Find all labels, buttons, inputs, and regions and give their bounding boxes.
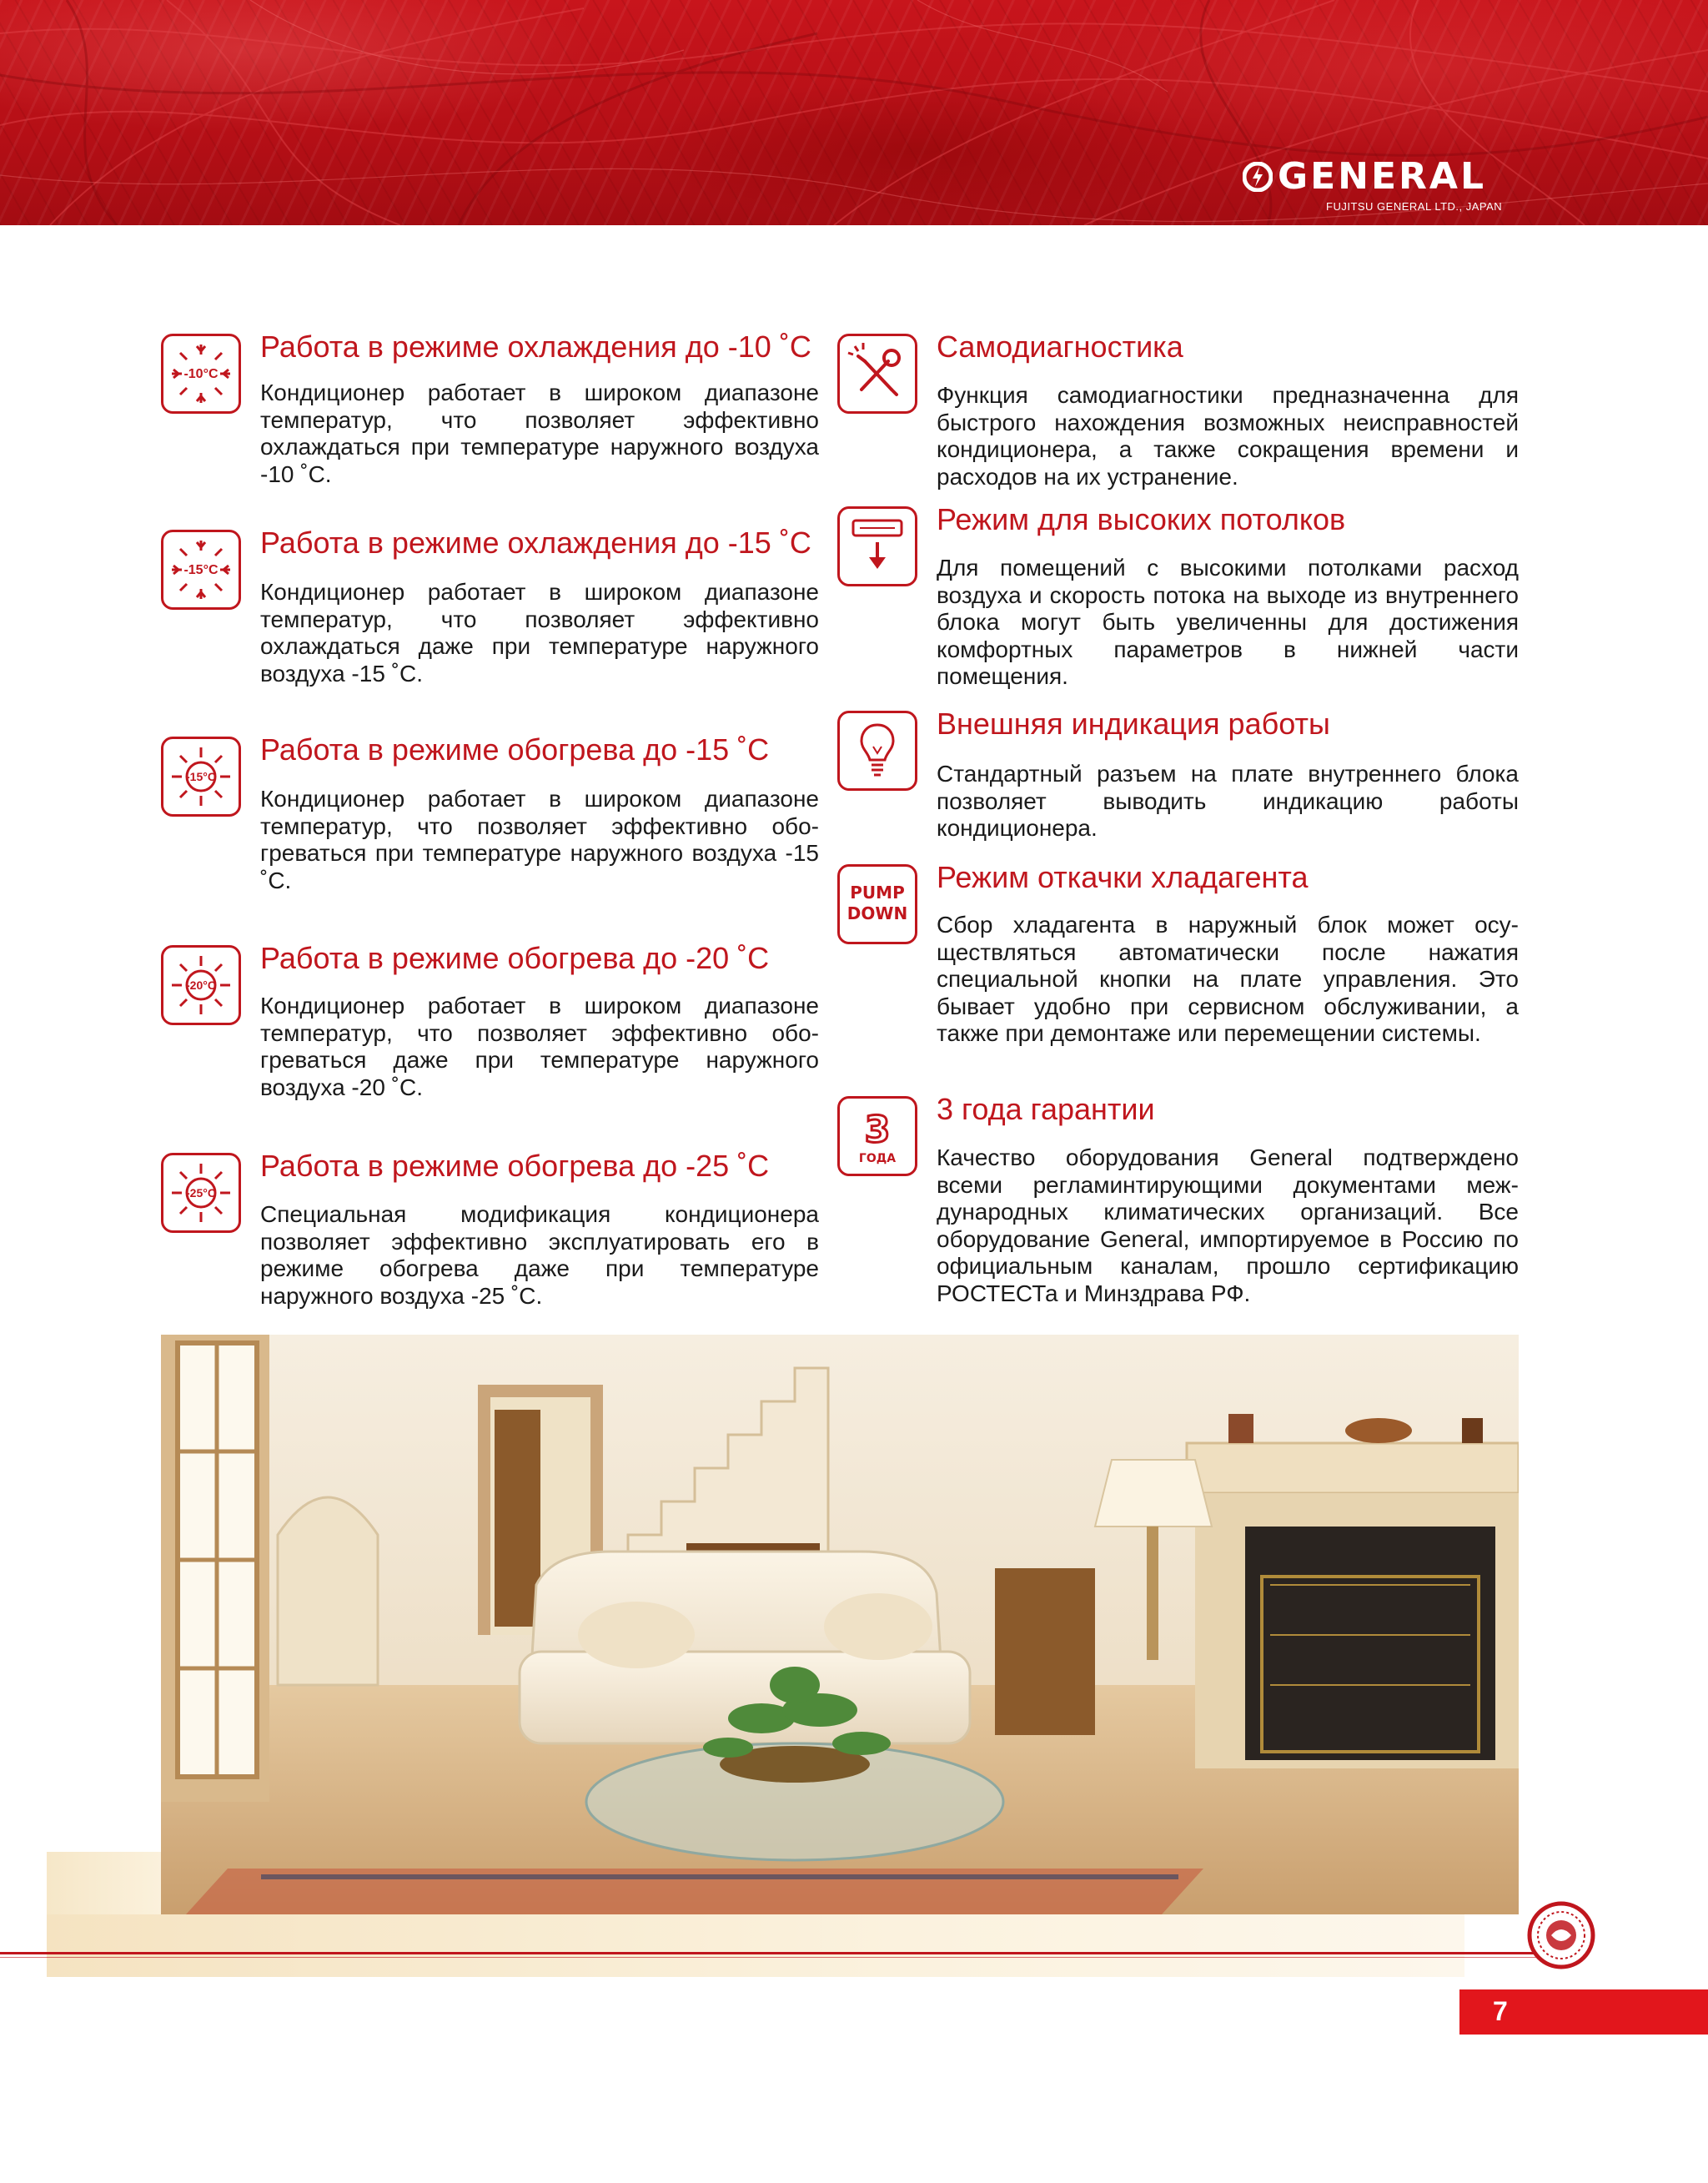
general-logo [1243, 155, 1518, 217]
item-text-self-diagnostics: Функция самодиагностики предназначенна для быстрого нахождения возможных неисправностей кондиционера, а также сокращения времени и расходов на их устранение. [937, 382, 1519, 490]
sun-minus-25-icon [161, 1153, 241, 1233]
general-logo-icon [1243, 162, 1273, 192]
item-text-warranty: Качество оборудования General подтверждено всеми регламинтирующими документами международных климатических организаций. Все оборудование General, импортируемое в Россию по официальным каналам, прошло сертификацию РОСТЕСТа и Минздрава РФ. [937, 1144, 1519, 1306]
item-text-high-ceilings: Для помещений с высокими потолками расход воздуха и скорость потока на выходе из внутреннего блока могут быть увеличенны для достижения комфортных параметров в нижней части помещения. [937, 555, 1519, 689]
svg-text:-15°C: -15°C [183, 563, 219, 577]
living-room-photo [161, 1335, 1519, 1914]
header-banner [0, 0, 1708, 225]
item-title-warranty: 3 года гарантии [937, 1092, 1155, 1126]
round-seal-icon [1526, 1900, 1596, 1970]
item-text-cooling-10: Кондиционер работает в широком диапазоне температур, что позволяет эффективно охлаждаться при температуре наружного воздуха -10 ˚С. [260, 380, 819, 487]
svg-text:-15°C: -15°C [186, 770, 216, 783]
svg-text:-10°C: -10°C [183, 367, 219, 381]
cream-decor-strip [47, 1914, 1464, 1977]
footer-red-line [0, 1952, 1543, 1954]
brand-subtitle: FUJITSU GENERAL LTD., JAPAN [1326, 200, 1503, 213]
brand-name: GENERAL [1278, 155, 1487, 198]
ceiling-unit-icon [837, 506, 917, 586]
item-title-heating-25: Работа в режиме обогрева до -25 ˚С [260, 1149, 770, 1183]
svg-text:DOWN: DOWN [846, 903, 908, 923]
item-text-cooling-15: Кондиционер работает в широком диапазоне температур, что позволяет эффективно охлаждаться даже при температуре наружного воздуха -15 ˚С. [260, 579, 819, 687]
light-bulb-icon [837, 711, 917, 791]
svg-text:PUMP: PUMP [850, 883, 905, 903]
pump-down-icon [837, 864, 917, 944]
item-text-external-indication: Стандартный разъем на плате внутреннего блока позволяет выводить индикацию работы кондиционера. [937, 761, 1519, 841]
svg-text:ГОДА: ГОДА [858, 1152, 897, 1165]
page-number-box [1459, 1989, 1708, 2035]
page-number: 7 [1493, 1996, 1508, 2026]
wrench-screwdriver-icon [837, 334, 917, 414]
svg-text:3: 3 [864, 1109, 891, 1151]
snowflake-minus-10-icon [161, 334, 241, 414]
item-title-external-indication: Внешняя индикация работы [937, 707, 1330, 741]
snowflake-minus-15-icon [161, 530, 241, 610]
item-title-heating-15: Работа в режиме обогрева до -15 ˚С [260, 732, 770, 767]
item-text-pump-down: Сбор хладагента в наружный блок может осуществляться автоматически после нажатия специальной кнопки на плате управления. Это бывает удобно при сервисном обслуживании, а также при демонтаже или перемещении системы. [937, 912, 1519, 1046]
svg-text:-20°C: -20°C [186, 978, 216, 992]
item-text-heating-15: Кондиционер работает в широком диапазоне температур, что позволяет эффективно обогреваться при температуре наружного воздуха -15 ˚С. [260, 786, 819, 893]
footer-red-line-thin [0, 1957, 1543, 1958]
item-title-high-ceilings: Режим для высоких потолков [937, 502, 1346, 536]
item-title-cooling-15: Работа в режиме охлаждения до -15 ˚С [260, 526, 811, 560]
item-title-heating-20: Работа в режиме обогрева до -20 ˚С [260, 941, 770, 975]
svg-text:-25°C: -25°C [186, 1186, 216, 1200]
three-years-warranty-icon [837, 1096, 917, 1176]
item-text-heating-20: Кондиционер работает в широком диапазоне температур, что позволяет эффективно обогреваться даже при температуре наружного воздуха -20 ˚С. [260, 993, 819, 1100]
sun-minus-20-icon [161, 945, 241, 1025]
item-title-pump-down: Режим откачки хладагента [937, 860, 1309, 894]
item-title-cooling-10: Работа в режиме охлаждения до -10 ˚С [260, 329, 811, 364]
item-text-heating-25: Специальная модификация кондиционера позволяет эффективно эксплуатировать его в режиме обогрева даже при температуре наружного воздуха -25 ˚С. [260, 1201, 819, 1309]
sun-minus-15-icon [161, 737, 241, 817]
item-title-self-diagnostics: Самодиагностика [937, 329, 1183, 364]
